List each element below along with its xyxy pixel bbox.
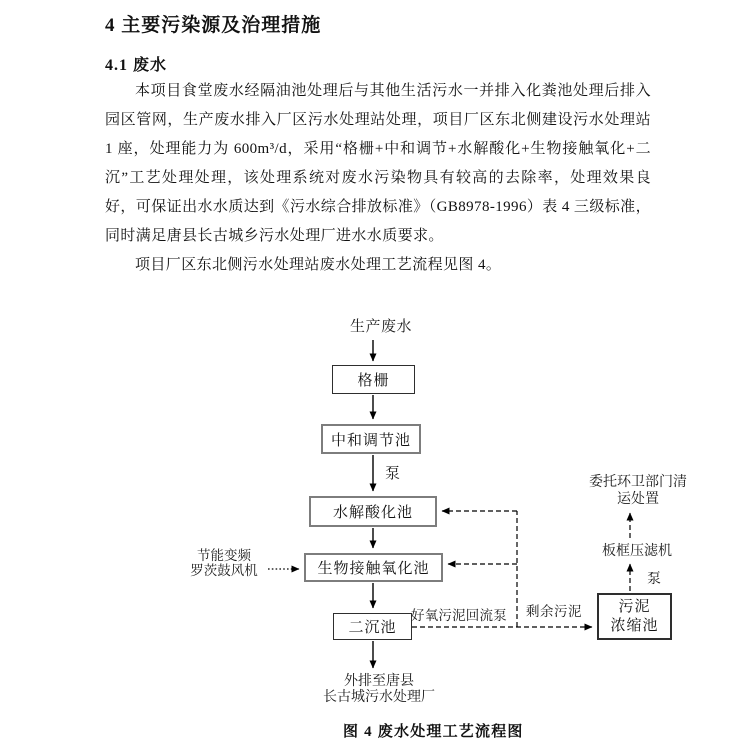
outfall-label-line1: 外排至唐县 <box>344 674 414 689</box>
flow-box-hydrolysis: 水解酸化池 <box>309 496 437 527</box>
flow-box-secondary-sedimentation: 二沉池 <box>333 613 412 640</box>
body-paragraph-2: 项目厂区东北侧污水处理站废水处理工艺流程见图 4。 <box>135 257 502 273</box>
outfall-label-line2: 长古城污水处理厂 <box>323 690 435 705</box>
surplus-sludge-label: 剩余污泥 <box>526 604 582 619</box>
figure-caption: 图 4 废水处理工艺流程图 <box>343 724 524 740</box>
pump-label-1: 泵 <box>385 466 401 482</box>
flow-box-screen: 格栅 <box>332 365 415 394</box>
blower-label-line1: 节能变频 <box>197 548 251 563</box>
flow-box-neutralization: 中和调节池 <box>321 424 421 454</box>
body-paragraph-1: 本项目食堂废水经隔油池处理后与其他生活污水一并排入化粪池处理后排入园区管网，生产废水排入厂区污水处理站处理，项目厂区东北侧建设污水处理站 1 座，处理能力为 600m³/d，采用“格栅+中和调节+水解酸化+生物接触氧化+二沉”工艺处理处理，该处理系统对废水污染物具有较高的去除率，处理效果良好，可保证出水水质达到《污水综合排放标准》（GB8978-1996）表 4 三级标准，同时满足唐县长古城乡污水处理厂进水水质要求。 <box>105 83 651 244</box>
aerobic-sludge-return-label: 好氧污泥回流泵 <box>411 608 507 623</box>
sludge-thickener-line2: 浓缩池 <box>610 617 659 634</box>
sludge-thickener-line1: 污泥 <box>618 598 651 615</box>
disposal-label <box>586 474 690 508</box>
section-heading: 4 主要污染源及治理措施 <box>105 15 322 36</box>
blower-label <box>178 548 270 578</box>
source-label: 生产废水 <box>350 319 413 335</box>
pump-label-2: 泵 <box>647 572 661 587</box>
disposal-label-line2: 运处置 <box>617 492 659 507</box>
filter-press-label: 板框压滤机 <box>602 544 672 559</box>
outfall-label <box>309 674 449 706</box>
subsection-heading: 4.1 废水 <box>105 57 168 74</box>
flow-box-bio-contact: 生物接触氧化池 <box>304 553 443 582</box>
body-text-block <box>105 77 651 280</box>
blower-label-line2: 罗茨鼓风机 <box>190 563 258 578</box>
disposal-label-line1: 委托环卫部门清 <box>589 475 687 490</box>
flow-box-sludge-thickener <box>597 593 672 640</box>
